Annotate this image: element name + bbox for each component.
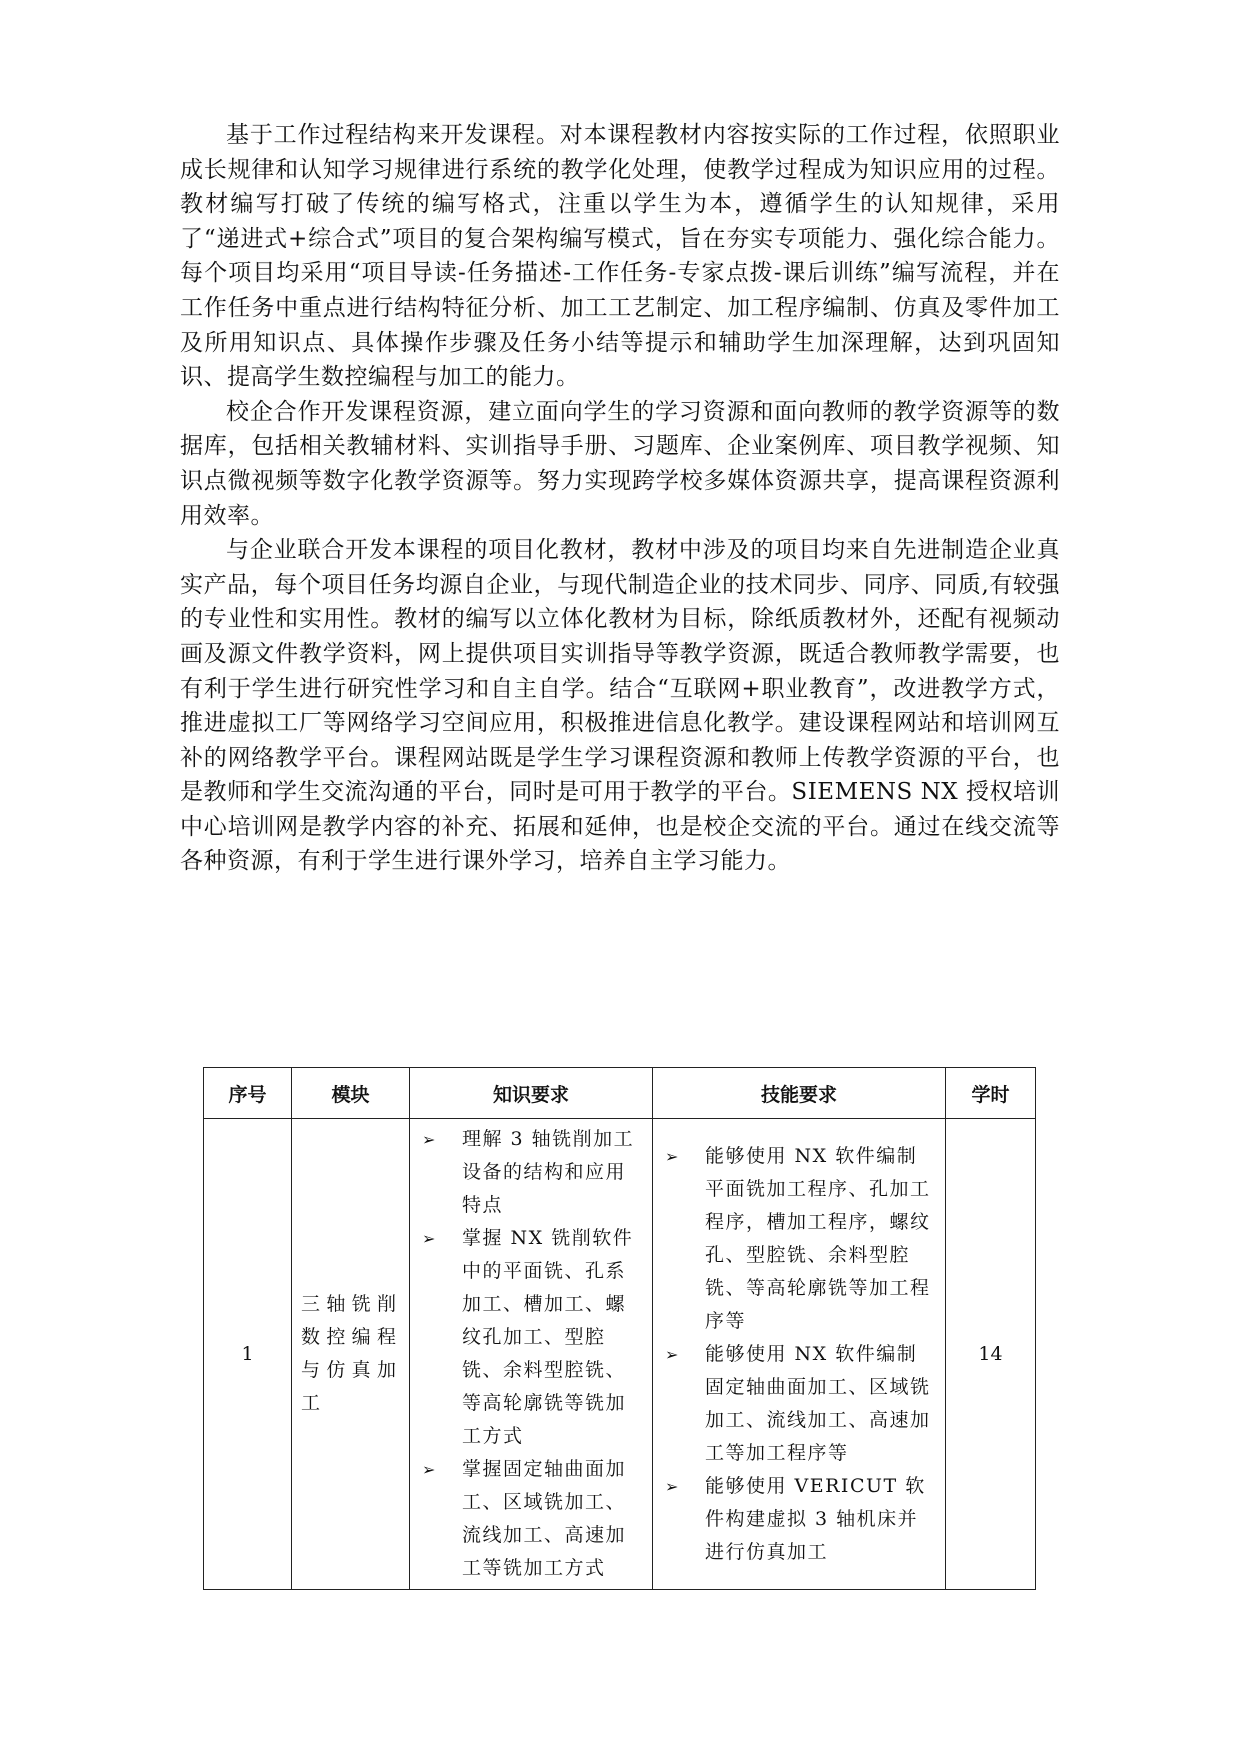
requirements-table — [203, 1067, 1036, 1590]
skill-item: ➢ 能够使用 NX 软件编制固定轴曲面加工、区域铣加工、流线加工、高速加工等加工程序等 — [661, 1338, 937, 1470]
knowledge-item: ➢ 理解 3 轴铣削加工设备的结构和应用特点 — [418, 1123, 644, 1222]
bullet-arrow-icon: ➢ — [665, 1146, 680, 1166]
bullet-arrow-icon: ➢ — [422, 1130, 437, 1149]
skill-item: ➢ 能够使用 NX 软件编制平面铣加工程序、孔加工程序，槽加工程序，螺纹孔、型腔铣、余料型腔铣、等高轮廓铣等加工程序等 — [661, 1140, 937, 1338]
paragraph-2: 校企合作开发课程资源，建立面向学生的学习资源和面向教师的教学资源等的数据库，包括相关教辅材料、实训指导手册、习题库、企业案例库、项目教学视频、知识点微视频等数字化教学资源等。努力实现跨学校多媒体资源共享，提高课程资源利用效率。 — [180, 398, 1060, 529]
bullet-arrow-icon: ➢ — [422, 1460, 437, 1479]
skill-item: ➢ 能够使用 VERICUT 软件构建虚拟 3 轴机床并进行仿真加工 — [661, 1470, 937, 1569]
paragraph-1: 基于工作过程结构来开发课程。对本课程教材内容按实际的工作过程，依照职业成长规律和认知学习规律进行系统的教学化处理，使教学过程成为知识应用的过程。教材编写打破了传统的编写格式，注重以学生为本，遵循学生的认知规律，采用了“递进式+综合式”项目的复合架构编写模式，旨在夯实专项能力、强化综合能力。每个项目均采用“项目导读-任务描述-工作任务-专家点拨-课后训练”编写流程，并在工作任务中重点进行结构特征分析、加工工艺制定、加工程序编制、仿真及零件加工及所用知识点、具体操作步骤及任务小结等提示和辅助学生加深理解，达到巩固知识、提高学生数控编程与加工的能力。 — [180, 122, 1060, 391]
knowledge-item: ➢ 掌握 NX 铣削软件中的平面铣、孔系加工、槽加工、螺纹孔加工、型腔铣、余料型腔铣、等高轮廓铣等铣加工方式 — [418, 1222, 644, 1453]
header-num: 序号 — [204, 1068, 292, 1119]
table-header-row — [204, 1068, 1036, 1119]
row-skills — [653, 1119, 946, 1590]
header-hours: 学时 — [946, 1068, 1036, 1119]
header-module: 模块 — [292, 1068, 410, 1119]
knowledge-item: ➢ 掌握固定轴曲面加工、区域铣加工、流线加工、高速加工等铣加工方式 — [418, 1453, 644, 1585]
header-knowledge: 知识要求 — [410, 1068, 653, 1119]
body-text — [180, 118, 1060, 879]
bullet-arrow-icon: ➢ — [665, 1476, 680, 1496]
paragraph-3: 与企业联合开发本课程的项目化教材，教材中涉及的项目均来自先进制造企业真实产品，每个项目任务均源自企业，与现代制造企业的技术同步、同序、同质,有较强的专业性和实用性。教材的编写以立体化教材为目标，除纸质教材外，还配有视频动画及源文件教学资料，网上提供项目实训指导等教学资源，既适合教师教学需要，也有利于学生进行研究性学习和自主自学。结合“互联网+职业教育”，改进教学方式，推进虚拟工厂等网络学习空间应用，积极推进信息化教学。建设课程网站和培训网互补的网络教学平台。课程网站既是学生学习课程资源和教师上传教学资源的平台，也是教师和学生交流沟通的平台，同时是可用于教学的平台。SIEMENS NX 授权培训中心培训网是教学内容的补充、拓展和延伸，也是校企交流的平台。通过在线交流等各种资源，有利于学生进行课外学习，培养自主学习能力。 — [180, 537, 1060, 875]
row-module: 三轴铣削数控编程与仿真加工 — [292, 1119, 410, 1590]
row-knowledge — [410, 1119, 653, 1590]
bullet-arrow-icon: ➢ — [665, 1344, 680, 1364]
row-hours: 14 — [946, 1119, 1036, 1590]
table-row — [204, 1119, 1036, 1590]
header-skills: 技能要求 — [653, 1068, 946, 1119]
bullet-arrow-icon: ➢ — [422, 1229, 437, 1248]
row-num: 1 — [204, 1119, 292, 1590]
